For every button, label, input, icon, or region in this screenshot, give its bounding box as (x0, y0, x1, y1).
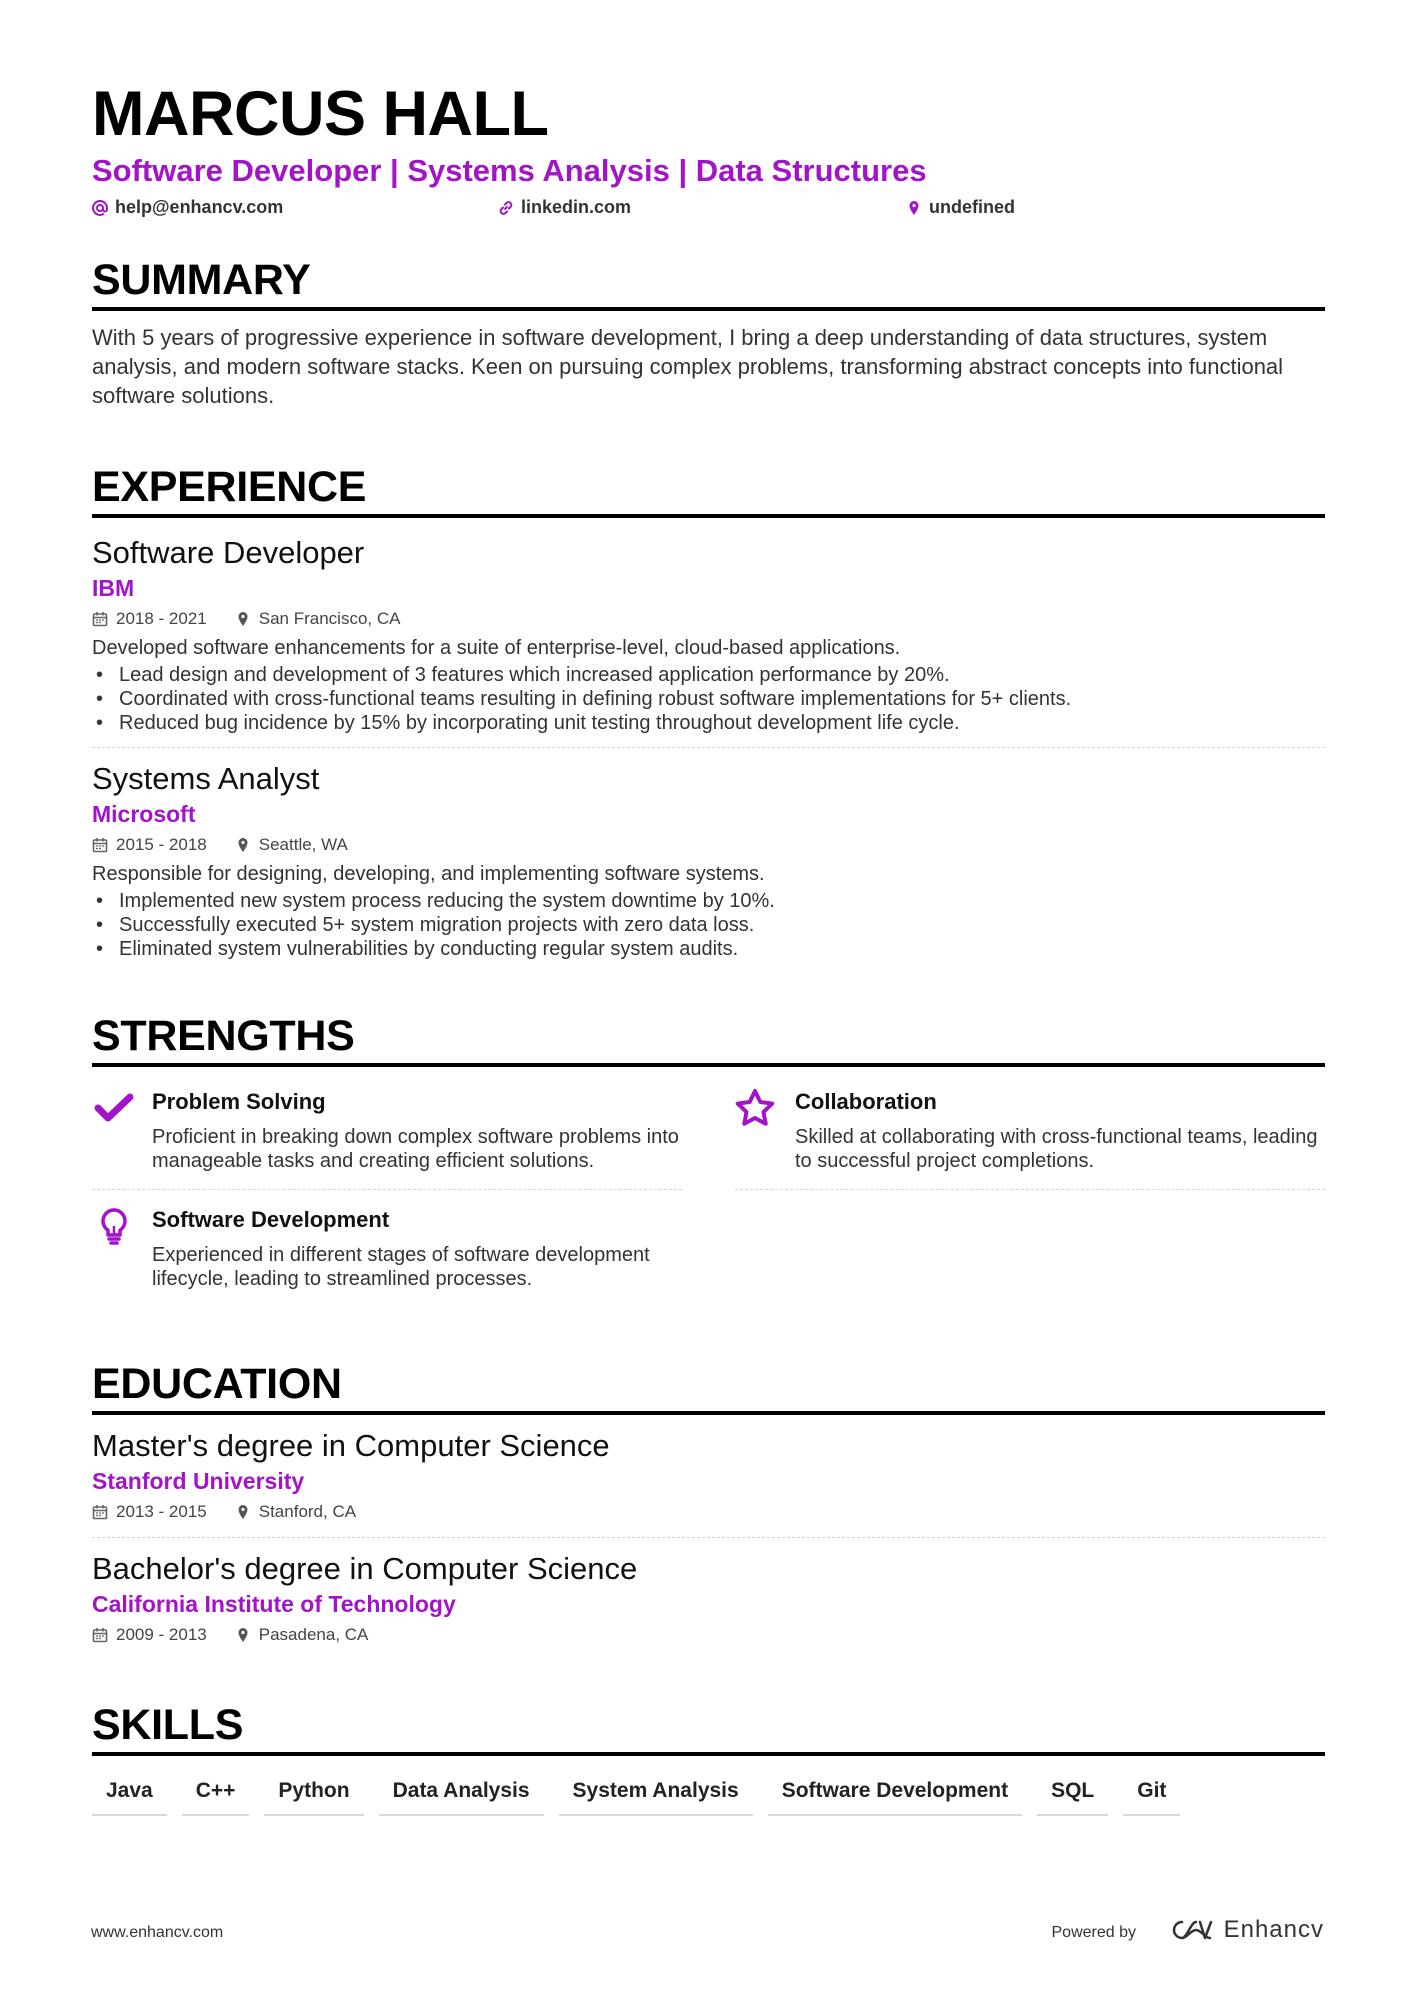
summary-section (92, 255, 1325, 410)
strength-divider (92, 1189, 682, 1190)
enhancv-logo-icon (1168, 1918, 1214, 1942)
job-location: San Francisco, CA (258, 609, 401, 628)
header (92, 76, 1325, 227)
contact-row (92, 193, 1325, 227)
degree-title: Bachelor's degree in Computer Science (92, 1551, 638, 1586)
job-title: Software Developer (92, 535, 365, 570)
at-icon (92, 200, 108, 216)
job-bullet: • Implemented new system process reducing the system downtime by 10%. (92, 889, 1325, 913)
skill-tag: SQL (1037, 1776, 1108, 1816)
company-name: Microsoft (92, 801, 196, 827)
skill-tag: System Analysis (559, 1776, 753, 1816)
calendar-icon (92, 1504, 108, 1520)
summary-heading: SUMMARY (92, 255, 1325, 311)
job-description: Responsible for designing, developing, and implementing software systems. (92, 863, 765, 885)
education-heading: EDUCATION (92, 1359, 1325, 1415)
footer-url[interactable]: www.enhancv.com (91, 1924, 224, 1941)
map-pin-icon (235, 1504, 251, 1520)
strengths-heading: STRENGTHS (92, 1011, 1325, 1067)
location-text: undefined (929, 197, 1015, 217)
entry-divider (92, 1537, 1325, 1538)
strength-divider (735, 1189, 1325, 1190)
experience-section (92, 462, 1325, 961)
brand-logo[interactable] (1168, 1916, 1324, 1944)
company-name: IBM (92, 575, 135, 601)
job-dates: 2015 - 2018 (116, 835, 207, 854)
job-title: Systems Analyst (92, 761, 320, 796)
skills-heading: SKILLS (92, 1700, 1325, 1756)
strength-title: Collaboration (795, 1089, 937, 1114)
map-pin-icon (235, 611, 251, 627)
job-bullet: • Reduced bug incidence by 15% by incorporating unit testing throughout development life cycle. (92, 711, 1325, 735)
skills-list (92, 1776, 1325, 1816)
strengths-section (92, 1011, 1325, 1325)
skill-tag: C++ (182, 1776, 250, 1816)
map-pin-icon (235, 837, 251, 853)
checkmark-icon (92, 1089, 136, 1129)
experience-heading: EXPERIENCE (92, 462, 1325, 518)
education-dates: 2009 - 2013 (116, 1625, 207, 1644)
contact-linkedin[interactable] (498, 197, 631, 218)
education-meta (92, 1497, 1325, 1527)
strength-description: Proficient in breaking down complex software problems into manageable tasks and creating efficient solutions. (152, 1126, 679, 1172)
education-entry (92, 1550, 1325, 1650)
education-section (92, 1359, 1325, 1650)
brand-name: Enhancv (1223, 1916, 1324, 1943)
powered-by-text: Powered by (1051, 1924, 1136, 1941)
contact-email[interactable] (92, 197, 283, 218)
job-dates: 2018 - 2021 (116, 609, 207, 628)
education-location: Stanford, CA (258, 1502, 357, 1521)
degree-title: Master's degree in Computer Science (92, 1428, 610, 1463)
contact-location (906, 197, 1015, 218)
calendar-icon (92, 1627, 108, 1643)
education-meta (92, 1620, 1325, 1650)
strength-title: Software Development (152, 1207, 390, 1232)
school-name: California Institute of Technology (92, 1591, 456, 1617)
job-meta (92, 830, 1325, 860)
job-bullets (92, 889, 1325, 961)
candidate-name: MARCUS HALL (92, 79, 549, 149)
skill-tag: Git (1123, 1776, 1180, 1816)
skill-tag: Software Development (768, 1776, 1022, 1816)
summary-text: With 5 years of progressive experience in software development, I bring a deep understanding of data structures, system analysis, and modern software stacks. Keen on pursuing complex problems, transforming abstract concepts into functional software solutions. (92, 325, 1284, 408)
job-bullets (92, 663, 1325, 735)
job-bullet: • Successfully executed 5+ system migration projects with zero data loss. (92, 913, 1325, 937)
job-bullet: • Lead design and development of 3 features which increased application performance by 20%. (92, 663, 1325, 687)
entry-divider (92, 747, 1325, 748)
education-location: Pasadena, CA (258, 1625, 369, 1644)
email-text: help@enhancv.com (115, 197, 284, 217)
skill-tag: Python (264, 1776, 363, 1816)
education-entry (92, 1427, 1325, 1538)
headline: Software Developer | Systems Analysis | Data Structures (92, 153, 927, 188)
job-location: Seattle, WA (258, 835, 348, 854)
linkedin-text: linkedin.com (521, 197, 632, 217)
link-icon (498, 200, 514, 216)
education-dates: 2013 - 2015 (116, 1502, 207, 1521)
job-bullet: • Eliminated system vulnerabilities by conducting regular system audits. (92, 937, 1325, 961)
footer (91, 1916, 1324, 1950)
job-description: Developed software enhancements for a suite of enterprise-level, cloud-based applications. (92, 637, 901, 659)
skill-tag: Data Analysis (379, 1776, 544, 1816)
calendar-icon (92, 611, 108, 627)
star-icon (735, 1089, 779, 1129)
resume-page (92, 76, 1325, 1816)
map-pin-icon (235, 1627, 251, 1643)
strength-description: Skilled at collaborating with cross-functional teams, leading to successful project completions. (795, 1126, 1318, 1172)
calendar-icon (92, 837, 108, 853)
skills-section (92, 1700, 1325, 1816)
school-name: Stanford University (92, 1468, 305, 1494)
lightbulb-icon (92, 1207, 136, 1247)
job-meta (92, 604, 1325, 634)
strength-description: Experienced in different stages of software development lifecycle, leading to streamlined processes. (152, 1244, 650, 1290)
strengths-grid (92, 1085, 1325, 1325)
map-pin-icon (906, 200, 922, 216)
experience-entry (92, 760, 1325, 961)
skill-tag: Java (92, 1776, 167, 1816)
strength-title: Problem Solving (152, 1089, 326, 1114)
job-bullet: • Coordinated with cross-functional teams resulting in defining robust software implementations for 5+ clients. (92, 687, 1325, 711)
experience-entry (92, 534, 1325, 748)
